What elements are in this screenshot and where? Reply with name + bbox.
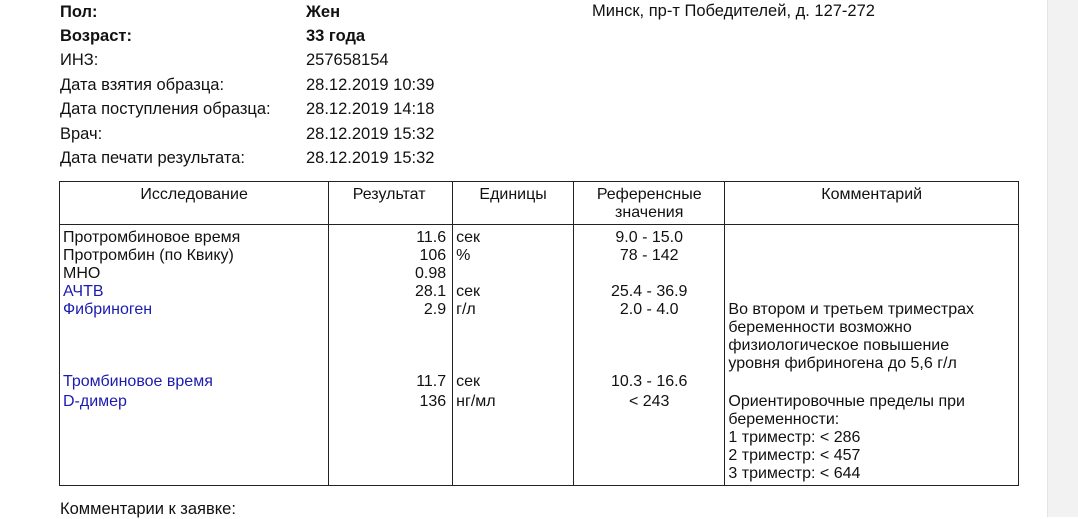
test-result: 106 — [329, 247, 453, 265]
comment-line: Ориентировочные пределы при — [728, 393, 965, 410]
sex-label: Пол: — [60, 3, 98, 21]
results-table — [59, 181, 1019, 486]
comment-line: 2 триместр: < 457 — [728, 447, 861, 464]
inz-label: ИНЗ: — [60, 51, 99, 69]
test-units: сек — [453, 225, 574, 248]
request-comments-label: Комментарии к заявке: — [60, 500, 236, 518]
test-result: 0.98 — [329, 265, 453, 283]
table-row — [60, 373, 1019, 391]
test-units: % — [453, 247, 574, 265]
test-result: 11.6 — [329, 225, 453, 248]
col-header-units: Единицы — [453, 182, 574, 225]
comment-line: уровня фибриногена до 5,6 г/л — [728, 355, 957, 372]
test-name-link[interactable]: D-димер — [60, 391, 329, 486]
test-reference: < 243 — [574, 391, 725, 486]
col-header-comment: Комментарий — [725, 182, 1019, 225]
ref-header-line1: Референсные — [596, 186, 702, 203]
table-row — [60, 283, 1019, 301]
col-header-result: Результат — [329, 182, 453, 225]
test-name-link[interactable]: АЧТВ — [60, 283, 329, 301]
test-units: сек — [453, 283, 574, 301]
table-header-row — [60, 182, 1019, 225]
sample-received-label: Дата поступления образца: — [60, 100, 271, 118]
test-comment — [725, 301, 1019, 373]
table-row — [60, 301, 1019, 373]
test-units — [453, 265, 574, 283]
test-reference: 25.4 - 36.9 — [574, 283, 725, 301]
test-comment — [725, 247, 1019, 265]
test-result: 11.7 — [329, 373, 453, 391]
test-name: Протромбиновое время — [60, 225, 329, 248]
doctor-label: Врач: — [60, 125, 103, 143]
comment-line: беременности возможно — [728, 319, 912, 336]
comment-line: 1 триместр: < 286 — [728, 429, 861, 446]
test-units: нг/мл — [453, 391, 574, 486]
table-row — [60, 247, 1019, 265]
doctor-value: 28.12.2019 15:32 — [306, 125, 435, 143]
test-name: МНО — [60, 265, 329, 283]
comment-line: физиологическое повышение — [728, 337, 950, 354]
test-comment — [725, 391, 1019, 486]
comment-line: Во втором и третьем триместрах — [728, 301, 975, 318]
age-value: 33 года — [306, 27, 366, 45]
test-reference: 9.0 - 15.0 — [574, 225, 725, 248]
comment-line: 3 триместр: < 644 — [728, 465, 861, 482]
sample-received-value: 28.12.2019 14:18 — [306, 100, 435, 118]
sex-value: Жен — [306, 3, 341, 21]
test-name-link[interactable]: Тромбиновое время — [60, 373, 329, 391]
test-comment — [725, 283, 1019, 301]
test-units: сек — [453, 373, 574, 391]
test-reference — [574, 265, 725, 283]
test-reference: 78 - 142 — [574, 247, 725, 265]
test-reference: 2.0 - 4.0 — [574, 301, 725, 373]
print-date-label: Дата печати результата: — [60, 149, 245, 167]
test-name-link[interactable]: Фибриноген — [60, 301, 329, 373]
lab-address: Минск, пр-т Победителей, д. 127-272 — [592, 2, 875, 20]
test-result: 28.1 — [329, 283, 453, 301]
test-comment — [725, 225, 1019, 248]
print-date-value: 28.12.2019 15:32 — [306, 149, 435, 167]
sample-taken-label: Дата взятия образца: — [60, 76, 225, 94]
table-row — [60, 391, 1019, 486]
age-label: Возраст: — [60, 27, 132, 45]
test-result: 2.9 — [329, 301, 453, 373]
inz-value: 257658154 — [306, 51, 389, 69]
col-header-test: Исследование — [60, 182, 329, 225]
test-name: Протромбин (по Квику) — [60, 247, 329, 265]
ref-header-line2: значения — [615, 204, 684, 221]
sample-taken-value: 28.12.2019 10:39 — [306, 76, 435, 94]
test-comment — [725, 265, 1019, 283]
test-comment — [725, 373, 1019, 391]
table-row — [60, 265, 1019, 283]
test-reference: 10.3 - 16.6 — [574, 373, 725, 391]
test-units: г/л — [453, 301, 574, 373]
scrollbar-track[interactable] — [1047, 0, 1078, 517]
table-row — [60, 225, 1019, 248]
comment-line: беременности: — [728, 411, 840, 428]
test-result: 136 — [329, 391, 453, 486]
col-header-reference — [574, 182, 725, 225]
